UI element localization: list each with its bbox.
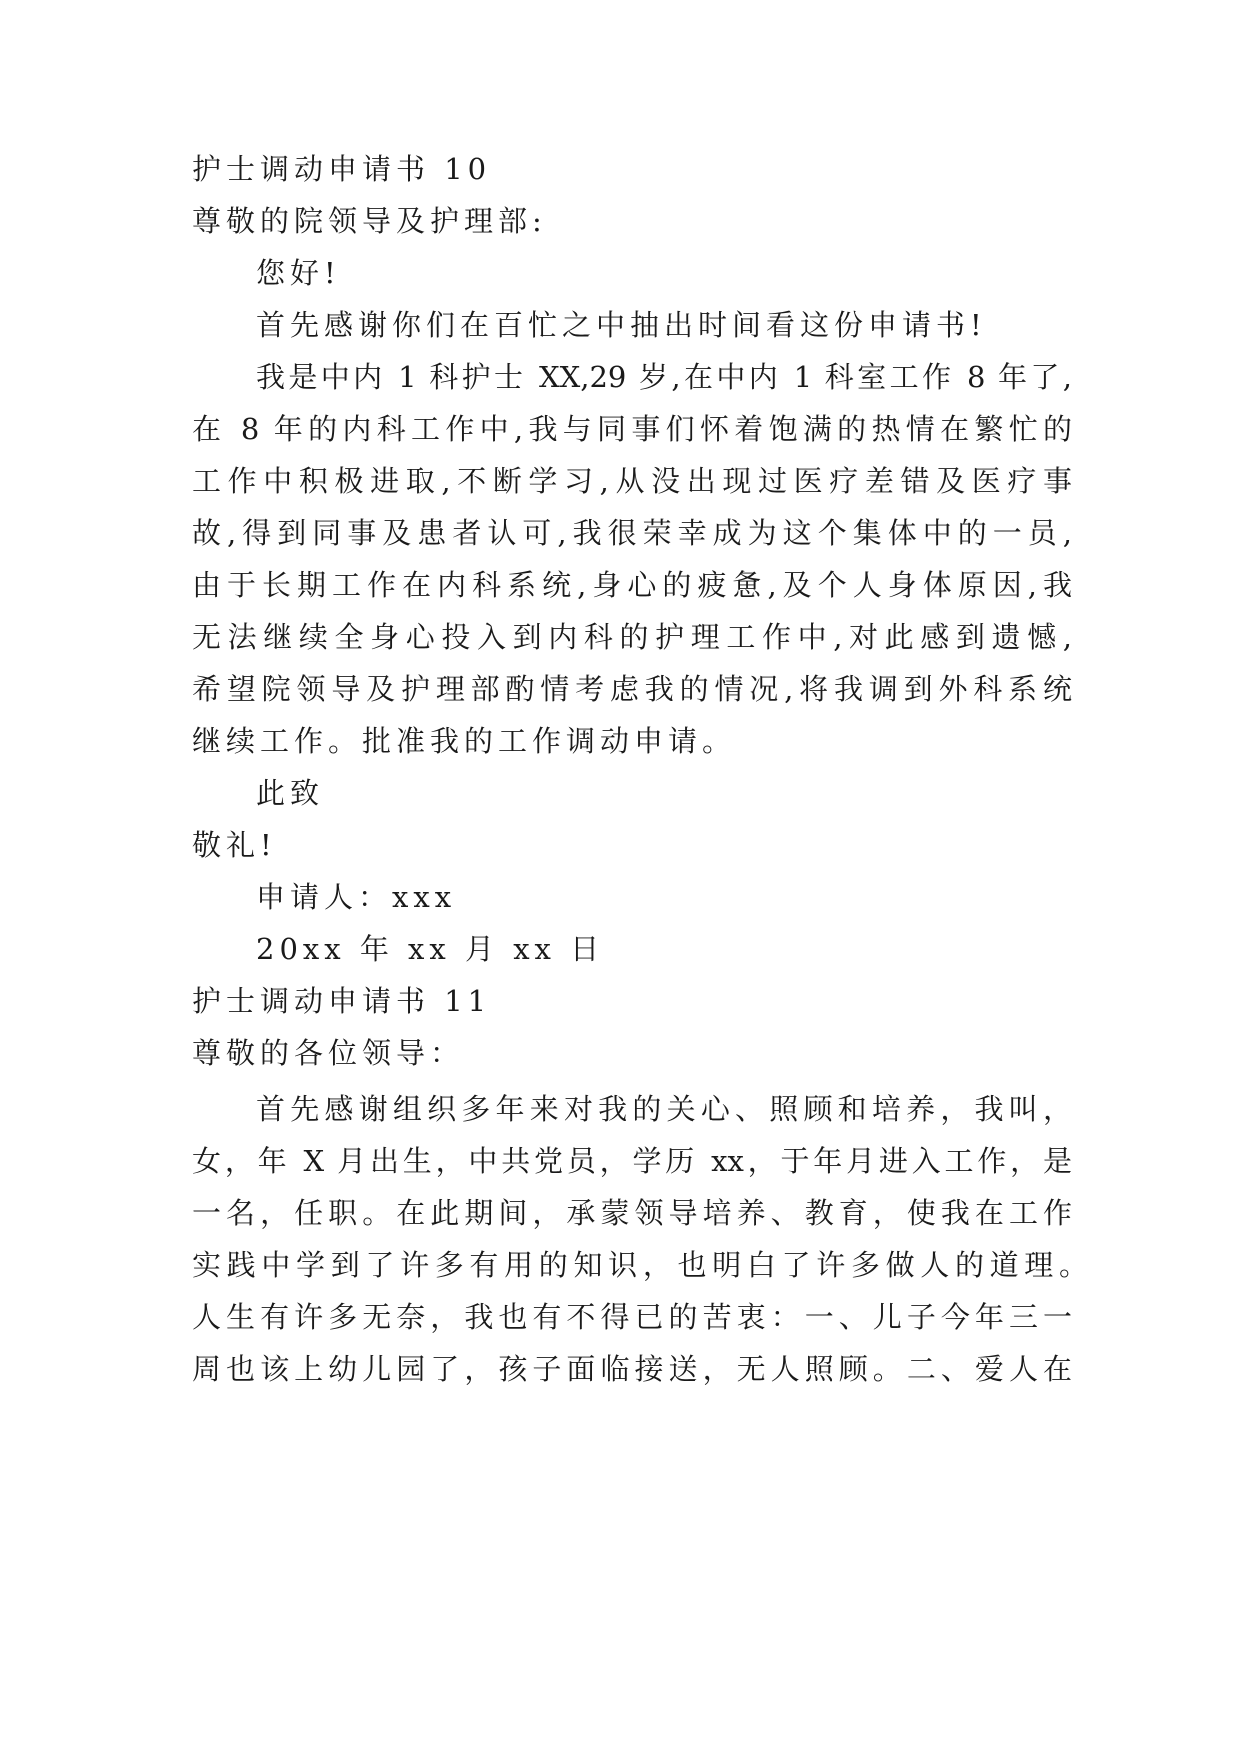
letter-11-body-line: 周也该上幼儿园了，孩子面临接送，无人照顾。二、爱人在 [192, 1352, 1072, 1386]
letter-10-body-line: 在 8 年的内科工作中,我与同事们怀着饱满的热情在繁忙的 [192, 412, 1072, 446]
letter-10-body-line: 故,得到同事及患者认可,我很荣幸成为这个集体中的一员, [192, 516, 1072, 550]
letter-10-regards: 敬礼! [192, 828, 277, 862]
letter-10-body-line: 由于长期工作在内科系统,身心的疲惫,及个人身体原因,我 [192, 568, 1072, 602]
letter-11-body-line: 实践中学到了许多有用的知识，也明白了许多做人的道理。 [192, 1248, 1088, 1282]
letter-10-title: 护士调动申请书 10 [192, 152, 492, 186]
letter-11-body-line: 一名，任职。在此期间，承蒙领导培养、教育，使我在工作 [192, 1196, 1072, 1230]
letter-10-body-line: 无法继续全身心投入到内科的护理工作中,对此感到遗憾, [192, 620, 1072, 654]
letter-10-date: 20xx 年 xx 月 xx 日 [256, 932, 605, 966]
letter-11-body-line: 首先感谢组织多年来对我的关心、照顾和培养，我叫， [256, 1092, 1072, 1126]
letter-10-body-line: 希望院领导及护理部酌情考虑我的情况,将我调到外科系统 [192, 672, 1072, 706]
letter-11-salutation: 尊敬的各位领导： [192, 1036, 465, 1070]
letter-10-closing: 此致 [256, 776, 325, 810]
letter-10-applicant: 申请人：xxx [256, 880, 457, 914]
letter-11-body-line: 人生有许多无奈，我也有不得已的苦衷：一、儿子今年三一 [192, 1300, 1072, 1334]
letter-10-body-line: 工作中积极进取,不断学习,从没出现过医疗差错及医疗事 [192, 464, 1072, 498]
letter-10-thanks: 首先感谢你们在百忙之中抽出时间看这份申请书! [256, 308, 987, 342]
letter-10-body-line: 继续工作。批准我的工作调动申请。 [192, 724, 737, 758]
letter-11-title: 护士调动申请书 11 [192, 984, 492, 1018]
letter-10-body-line: 我是中内 1 科护士 XX,29 岁,在中内 1 科室工作 8 年了, [256, 360, 1072, 394]
letter-11-body-line: 女，年 X 月出生，中共党员，学历 xx，于年月进入工作，是 [192, 1144, 1072, 1178]
letter-10-greeting: 您好! [256, 256, 341, 290]
letter-10-salutation: 尊敬的院领导及护理部: [192, 204, 547, 238]
